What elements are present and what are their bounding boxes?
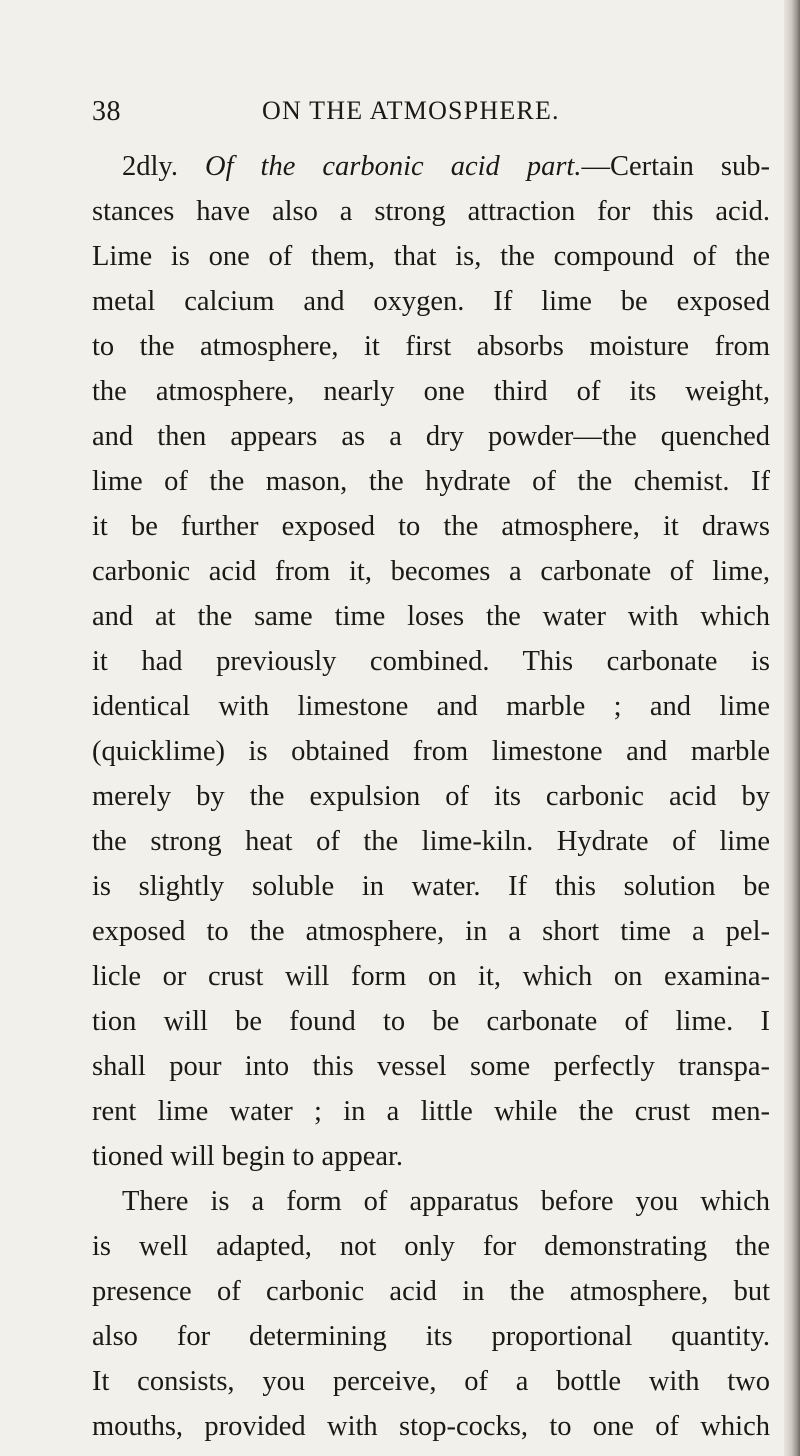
text-line: shall pour into this vessel some perfectly transpa- [92, 1051, 770, 1082]
text-line: identical with limestone and marble ; and lime [92, 691, 770, 722]
text-line [92, 144, 770, 189]
text-line: tion will be found to be carbonate of lime. I [92, 1006, 770, 1037]
page-number: 38 [92, 96, 121, 127]
text-line: and at the same time loses the water with which [92, 601, 770, 632]
text-line: is slightly soluble in water. If this solution be [92, 871, 770, 902]
running-head: ON THE ATMOSPHERE. [262, 96, 560, 125]
text-line: licle or crust will form on it, which on examina- [92, 961, 770, 992]
text-line: It consists, you perceive, of a bottle with two [92, 1366, 770, 1397]
paragraph-lead: 2dly. [122, 151, 205, 182]
text-line: metal calcium and oxygen. If lime be exposed [92, 286, 770, 317]
text-line: tioned will begin to appear. [92, 1141, 404, 1172]
text-line: mouths, provided with stop-cocks, to one of which [92, 1411, 770, 1442]
text-line: There is a form of apparatus before you which [122, 1186, 770, 1217]
text-line: rent lime water ; in a little while the crust men- [92, 1096, 770, 1127]
body-text [92, 144, 770, 1449]
page-header [92, 96, 710, 136]
text-line: lime of the mason, the hydrate of the chemist. If [92, 466, 770, 497]
text-line: the strong heat of the lime-kiln. Hydrate of lime [92, 826, 770, 857]
text-line: presence of carbonic acid in the atmosphere, but [92, 1276, 770, 1307]
paragraph-first-line-rest: —Certain sub- [581, 151, 770, 182]
text-line: and then appears as a dry powder—the quenched [92, 421, 770, 452]
text-line: Lime is one of them, that is, the compound of the [92, 241, 770, 272]
text-line: stances have also a strong attraction for this acid. [92, 196, 770, 227]
text-line: it had previously combined. This carbonate is [92, 646, 770, 677]
text-line: is well adapted, not only for demonstrating the [92, 1231, 770, 1262]
text-line: merely by the expulsion of its carbonic acid by [92, 781, 770, 812]
text-line: (quicklime) is obtained from limestone and marble [92, 736, 770, 767]
text-line: it be further exposed to the atmosphere, it draws [92, 511, 770, 542]
section-heading-italic: Of the carbonic acid part. [204, 151, 582, 182]
text-line: carbonic acid from it, becomes a carbonate of lime, [92, 556, 770, 587]
text-line: the atmosphere, nearly one third of its weight, [92, 376, 770, 407]
paragraph-1 [92, 144, 770, 1179]
paragraph-2 [92, 1179, 770, 1449]
text-line: also for determining its proportional quantity. [92, 1321, 770, 1352]
page-edge-shadow [784, 0, 800, 1456]
text-line: to the atmosphere, it first absorbs moisture from [92, 331, 770, 362]
text-line: exposed to the atmosphere, in a short time a pel- [92, 916, 770, 947]
